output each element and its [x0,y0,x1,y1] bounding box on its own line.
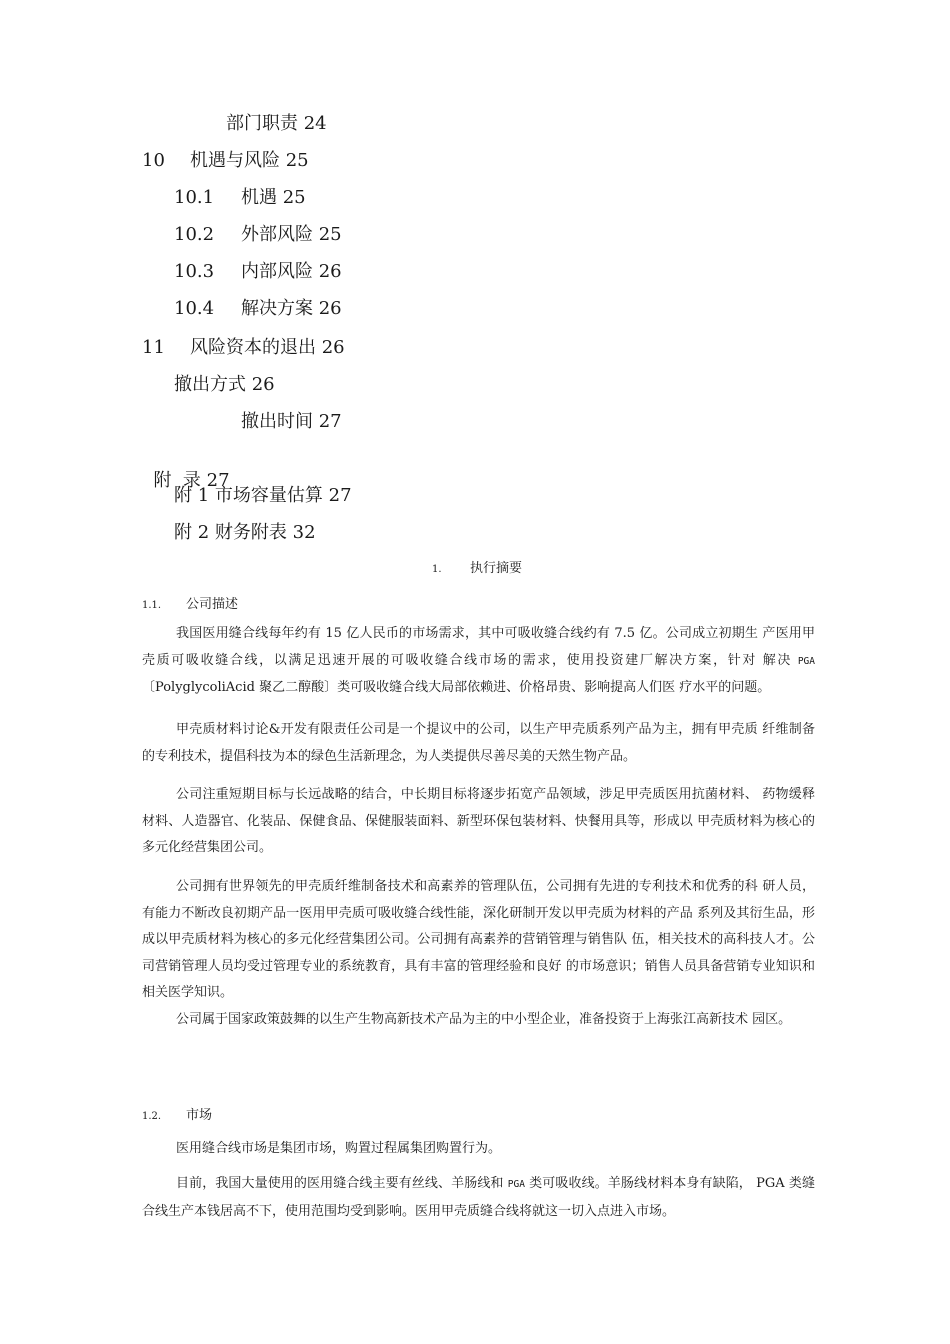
toc-text: 风险资本的退出 26 [190,337,345,358]
toc-text: 机遇与风险 25 [190,150,309,171]
toc-entry [174,298,342,320]
toc-entry [174,261,342,283]
toc-text: 撤出方式 26 [174,374,275,395]
toc-entry [174,224,342,246]
toc-entry [174,522,316,544]
toc-text: 附 录 27 [153,470,230,491]
subsection-number: 1.2. [142,1111,162,1122]
toc-number: 10.3 [174,261,215,282]
paragraph [142,1136,815,1163]
section-heading [432,557,522,576]
toc-number: 10.2 [174,224,215,245]
toc-entry [174,187,306,209]
subsection-title: 市场 [186,1108,213,1123]
paragraph [142,1007,815,1034]
toc-entry [226,113,327,135]
paragraph-text: 公司注重短期目标与长远战略的结合，中长期目标将逐步拓宽产品领域，涉足甲壳质医用抗菌材料、 药物缓释材料、人造器官、化装品、保健食品、保健服装面料、新型环保包装材料、快餐用具等，形成以 甲壳质材料为核心的多元化经营集团公司。 [142,787,815,855]
paragraph-text: 甲壳质材料讨论&开发有限责任公司是一个提议中的公司，以生产甲壳质系列产品为主，拥有甲壳质 纤维制备的专利技术，提倡科技为本的绿色生活新理念，为人类提供尽善尽美的天然生物产品。 [142,722,815,764]
paragraph-text: 公司属于国家政策鼓舞的以生产生物高新技术产品为主的中小型企业，准备投资于上海张江高新技术 园区。 [176,1012,792,1027]
subsection-heading [142,593,238,612]
paragraph [142,874,815,1007]
section-number: 1. [432,564,442,575]
paragraph [142,621,815,702]
paragraph-text: 类可吸收线。羊肠线材料本身有缺陷， PGA 类缝合线生产本钱居高不下，使用范围均受到影响。医用甲壳质缝合线将就这一切入点进入市场。 [142,1176,815,1219]
paragraph [142,1171,815,1225]
paragraph-text: 我国医用缝合线每年约有 15 亿人民币的市场需求，其中可吸收缝合线约有 7.5 亿。公司成立初期生 产医用甲壳质可吸收缝合线，以满足迅速开展的可吸收缝合线市场的需求，使用投资建厂解决方案，针对 解决 [142,626,815,668]
paragraph-text: PGA [507,1179,525,1190]
paragraph-text: 〔PolyglycoliAcid 聚乙二醇酸〕类可吸收缝合线大局部依赖进、价格昂贵、影响提高人们医 疗水平的问题。 [142,680,771,695]
toc-text: 解决方案 26 [241,298,342,319]
toc-entry [142,337,345,359]
toc-text: 附 2 财务附表 32 [174,522,316,543]
toc-text: 附 1 市场容量估算 27 [174,485,352,506]
toc-entry [174,374,275,396]
toc-number: 10.1 [174,187,215,208]
paragraph [142,717,815,770]
toc-entry [241,411,342,433]
paragraph-text: 公司拥有世界领先的甲壳质纤维制备技术和高素养的管理队伍，公司拥有先进的专利技术和优秀的科 研人员，有能力不断改良初期产品一医用甲壳质可吸收缝合线性能，深化研制开发以甲壳质为材料的产品 系列及其衍生品，形成以甲壳质材料为核心的多元化经营集团公司。公司拥有高素养的营销管理与销售队 伍，相关技术的高科技人才。公司营销管理人员均受过管理专业的系统教育，具有丰富的管理经验和良好 的市场意识；销售人员具备营销专业知识和相关医学知识。 [142,879,815,1000]
toc-text: 撤出时间 27 [241,411,342,432]
toc-text: 外部风险 25 [241,224,342,245]
paragraph [142,782,815,862]
paragraph-text: PGA [797,655,815,667]
toc-number: 10.4 [174,298,215,319]
subsection-title: 公司描述 [186,597,239,612]
toc-text: 部门职责 24 [226,113,327,134]
toc-number: 11 [142,337,165,358]
toc-entry [142,150,309,172]
subsection-number: 1.1. [142,600,162,611]
subsection-heading [142,1104,212,1123]
toc-number: 10 [142,150,165,171]
toc-text: 内部风险 26 [241,261,342,282]
toc-text: 机遇 25 [241,187,306,208]
section-title: 执行摘要 [470,561,523,576]
paragraph-text: 目前，我国大量使用的医用缝合线主要有丝线、羊肠线和 [176,1176,508,1191]
paragraph-text: 医用缝合线市场是集团市场，购置过程属集团购置行为。 [176,1141,502,1156]
toc-entry [174,485,352,507]
